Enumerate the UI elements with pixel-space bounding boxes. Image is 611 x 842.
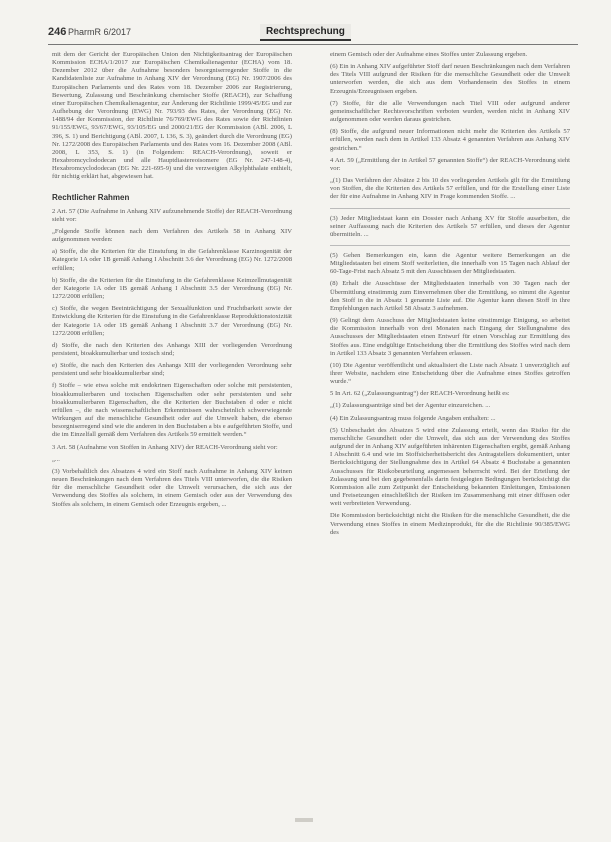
paragraph: (7) Stoffe, für die alle Verwendungen nach Titel VIII oder aufgrund anderer gemeinschaftlicher Rechtsvorschriften verboten wurden, werden nicht in Anhang XIV aufgenommen oder werden daraus gestrichen. [330,99,570,124]
paragraph: c) Stoffe, die wegen Beeinträchtigung der Sexualfunktion und Fruchtbarkeit sowie der Entwicklung die Kriterien für die Einstufung in die Gefahrenklasse Reproduktionstoxizität der Kategorie 1A oder 1B gemäß Anhang I Abschnitt 3.7 der Verordnung (EG) Nr. 1272/2008 erfüllen; [52,305,292,337]
paragraph: 4 Art. 59 („Ermittlung der in Artikel 57 genannten Stoffe“) der REACH-Verordnung sieht vor: [330,156,570,172]
paragraph: a) Stoffe, die die Kriterien für die Einstufung in die Gefahrenklasse Karzinogenität der Kategorie 1A oder 1B gemäß Anhang I Abschnitt 3.6 der Verordnung (EG) Nr. 1272/2008 erfüllen; [52,248,292,272]
header-rule [48,44,578,45]
section-title: Rechtsprechung [260,24,351,41]
paragraph: (6) Ein in Anhang XIV aufgeführter Stoff darf neuen Beschränkungen nach dem Verfahren des Titels VIII aufgrund der Risiken für die menschliche Gesundheit oder die Umwelt unterworfen werden, die sich aus dem Vorhandensein des Stoffes in einem Erzeugnis/Erzeugnissen ergeben. [330,63,570,95]
paragraph: „(1) Zulassungsanträge sind bei der Agentur einzureichen. ... [330,402,491,410]
page-footer-mark [295,818,313,822]
paragraph: (8) Erhalt die Ausschüsse der Mitgliedstaaten innerhalb von 30 Tagen nach der Übermittlung einstimmig zum Einvernehmen über die Ermittlung, so nimmt die Agentur den Stoff in die in Absatz 1 genannte Liste auf. Die Agentur kann diesen Stoff in ihre Empfehlungen nach Artikel 58 Absatz 3 aufnehmen. [330,280,570,312]
paragraph: Die Kommission berücksichtigt nicht die Risiken für die menschliche Gesundheit, die die Verwendung eines Stoffes in einem Medizinprodukt, für die die Richtlinie 90/385/EWG des [330,512,570,536]
divider [330,208,570,209]
paragraph: (5) Unbeschadet des Absatzes 5 wird eine Zulassung erteilt, wenn das Risiko für die menschliche Gesundheit oder die Umwelt, das sich aus der Verwendung des Stoffes aufgrund der in Anhang XIV aufgeführten inhärenten Eigenschaften ergibt, gemäß Anhang I Abschnitt 6.4 und wie im Stoffsicherheitsbericht des Antragstellers dokumentiert, unter Berücksichtigung der Stellungnahme des in Artikel 64 Absatz 4 Buchstabe a genannten Ausschusses für Risikobeurteilung angemessen beherrscht wird. Bei der Erteilung der Zulassung und bei den gegebenenfalls darin festgelegten Bedingungen berücksichtigt die Kommission alle zum Zeitpunkt der Entscheidung bekannten Einleitungen, Emissionen und Freisetzungen einschließlich der Risiken im Zusammenhang mit einer diffusen oder weit verbreiteten Verwendung. [330,426,570,508]
paragraph: (3) Vorbehaltlich des Absatzes 4 wird ein Stoff nach Aufnahme in Anhang XIV keinen neuen Beschränkungen nach dem Verfahren des Titels VIII unterworfen, die die Risiken für die menschliche Gesundheit oder die Umwelt verursachen, die sich aus der Verwendung des Stoffes als solchem, in einem Gemisch oder aus der Verwendung des Stoffes als solchem, in einem Gemisch oder Erzeugnis ergeben, ... [52,467,292,508]
page-header [48,24,578,44]
paragraph: „Folgende Stoffe können nach dem Verfahren des Artikels 58 in Anhang XIV aufgenommen werden: [52,227,292,244]
paragraph: 5 In Art. 62 („Zulassungsantrag“) der REACH-Verordnung heißt es: [330,390,510,398]
paragraph: 2 Art. 57 (Die Aufnahme in Anhang XIV aufzunehmende Stoffe) der REACH-Verordnung sieht vor: [52,207,292,223]
paragraph: d) Stoffe, die nach den Kriterien des Anhangs XIII der vorliegenden Verordnung persistent, bioakkumulierbar und toxisch sind; [52,341,292,357]
paragraph: „(1) Das Verfahren der Absätze 2 bis 10 des vorliegenden Artikels gilt für die Ermittlung von Stoffen, die die Kriterien des Artikels 57 erfüllen, und für die Erstellung einer Liste der für eine Aufnahme in Anhang XIV in Frage kommenden Stoffe. ... [330,177,570,201]
paragraph: mit dem der Gericht der Europäischen Union den Nichtigkeitsantrag der Europäischen Kommission ECHA/1/2017 zur Europäischen Chemikalienagentur (ECHA) vom 18. Dezember 2012 über die Aufnahme besonders besorgniserregender Stoffe in die Kandidatenliste zur Aufnahme in Anhang XIV der Verordnung (EG) Nr. 1907/2006 des Europäischen Parlaments und des Rates vom 18. Dezember 2006 zur Registrierung, Bewertung, Zulassung und Beschränkung chemischer Stoffe (REACH), zur Schaffung einer Europäischen Chemikalienagentur, zur Änderung der Richtlinie 1999/45/EG und zur Aufhebung der Verordnung (EWG) Nr. 793/93 des Rates, der Verordnung (EG) Nr. 1488/94 der Kommission, der Richtlinie 76/769/EWG des Rates sowie der Richtlinien 91/155/EWG, 93/67/EWG, 93/105/EG und 2000/21/EG der Kommission (ABl. 2006, L 396, S. 1) und Berichtigung (ABl. 2007, L 136, S. 3), geändert durch die Verordnung (EG) Nr. 1272/2008 des Europäischen Parlaments und des Rates vom 16. Dezember 2008 (ABl. 2008, L 353, S. 1) (in Folgendem: REACH-Verordnung), soweit er Hexabromcyclododecan und alle Hauptdiastereoisomere (EG Nr. 247-148-4), Hexabromcyclododecan (EG Nr. 221-695-9) und die verzweigten Alkylphthalate enthielt, für nichtig erklärt hat, abgewiesen hat. [52,51,292,181]
left-column [52,51,292,513]
paragraph: (5) Gehen Bemerkungen ein, kann die Agentur weitere Bemerkungen an die Mitgliedstaaten bei einem Stoff weiterleiten, die innerhalb von 15 Tagen nach Ablauf der 60-Tage-Frist nach Absatz 5 mit den Ausschüssen der Mitgliedstaaten. [330,251,570,276]
paragraph: „... [52,455,60,463]
paragraph: einem Gemisch oder der Aufnahme eines Stoffes unter Zulassung ergeben. [330,51,528,58]
paragraph: (3) Jeder Mitgliedstaat kann ein Dossier nach Anhang XV für Stoffe ausarbeiten, die seiner Auffassung nach die Kriterien des Artikels 57 erfüllen, und dieses der Agentur übermitteln. ... [330,214,570,238]
paragraph: f) Stoffe – wie etwa solche mit endokrinen Eigenschaften oder solche mit persistenten, bioakkumulierbaren und toxischen Eigenschaften oder sehr persistenten und sehr bioakkumulierbaren Eigenschaften, die die Kriterien der Buchstaben d oder e nicht erfüllen –, die nach wissenschaftlichen Erkenntnissen wahrscheinlich schwerwiegende Wirkungen auf die menschliche Gesundheit oder auf die Umwelt haben, die ebenso besorgniserregend sind wie die anderen in den Buchstaben a bis e aufgeführten Stoffe, und die im Einzelfall gemäß dem Verfahren des Artikels 59 ermittelt werden.“ [52,382,292,439]
right-column [330,51,570,541]
paragraph: (8) Stoffe, die aufgrund neuer Informationen nicht mehr die Kriterien des Artikels 57 erfüllen, werden nach dem in Artikel 133 Absatz 4 genannten Verfahren aus Anhang XIV gestrichen.“ [330,128,570,152]
paragraph: (9) Gelingt dem Ausschuss der Mitgliedstaaten keine einstimmige Einigung, so arbeitet die Kommission innerhalb von drei Monaten nach Eingang der Stellungnahme des Ausschusses der Mitgliedstaaten einen Entwurf für einen Vorschlag zur Ermittlung des Stoffes aus. Eine endgültige Entscheidung über die Ermittlung des Stoffes wird nach dem in Artikel 133 Absatz 3 genannten Verfahren erlassen. [330,317,570,357]
section-heading: Rechtlicher Rahmen [52,192,130,202]
page-number: 246 [48,26,67,38]
paragraph: b) Stoffe, die die Kriterien für die Einstufung in die Gefahrenklasse Keimzellmutagenität der Kategorie 1A oder 1B gemäß Anhang I Abschnitt 3.5 der Verordnung (EG) Nr. 1272/2008 erfüllen; [52,276,292,301]
paragraph: (4) Ein Zulassungsantrag muss folgende Angaben enthalten: ... [330,414,496,422]
paragraph: e) Stoffe, die nach den Kriterien des Anhangs XIII der vorliegenden Verordnung sehr persistent und sehr bioakkumulierbar sind; [52,362,292,378]
paragraph: (10) Die Agentur veröffentlicht und aktualisiert die Liste nach Absatz 1 unverzüglich auf ihrer Website, nachdem eine Entscheidung über die Aufnahme eines Stoffes getroffen wurde.“ [330,361,570,386]
journal-name: PharmR 6/2017 [68,27,132,37]
paragraph: 3 Art. 58 (Aufnahme von Stoffen in Anhang XIV) der REACH-Verordnung sieht vor: [52,443,278,451]
divider [330,245,570,246]
